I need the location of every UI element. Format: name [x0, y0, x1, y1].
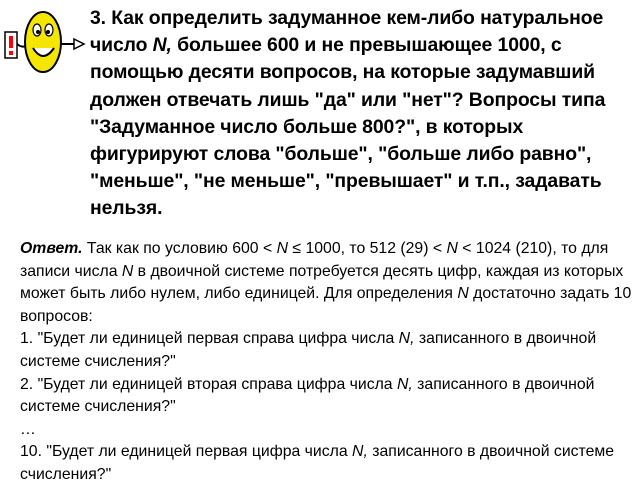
- question-part2: большее 600 и не превышающее 1000, с помощью десяти вопросов, на которые задумавший должен отвечать лишь "да" или "нет"? Вопросы типа "Задуманное число больше 800?", в которых фигурируют слова "больше", "больше либо равно", "меньше", "не меньше", "превышает" и т.п., задавать нельзя.: [90, 34, 606, 220]
- smiley-face: [25, 12, 61, 72]
- answer-var-n: N,: [396, 375, 413, 393]
- answer-item-text: 10. "Будет ли единицей первая цифра числа: [20, 443, 353, 461]
- answer-item: [20, 374, 632, 419]
- answer-label: Ответ.: [20, 240, 83, 257]
- question-part1: 3. Как определить задуманное кем-либо натуральное число: [90, 7, 604, 57]
- answer-block: [20, 238, 632, 487]
- question-text: [90, 5, 636, 223]
- answer-item-text: записанного в двоичной системе счисления?": [20, 375, 595, 416]
- answer-var-n: N: [121, 262, 134, 280]
- answer-item-text: 1. "Будет ли единицей первая справа цифра числа: [20, 330, 399, 348]
- answer-intro-text-3: < 1024 (210), то для записи числа: [20, 240, 609, 280]
- question-var-n: N,: [152, 34, 172, 57]
- answer-item-text: записанного в двоичной системе счисления?": [20, 330, 597, 370]
- answer-intro-text-2: ≤ 1000, то 512 (29) <: [288, 240, 447, 257]
- answer-var-n: N,: [352, 443, 368, 461]
- answer-intro-text-5: достаточно задать 10 вопросов:: [20, 285, 632, 325]
- answer-var-n: N,: [398, 330, 415, 348]
- answer-item-text: записанного в двоичной системе счисления?": [20, 443, 615, 483]
- exclamation-bar: [9, 36, 13, 48]
- answer-item: [20, 328, 632, 373]
- right-pupil: [46, 30, 50, 34]
- answer-var-n: N: [276, 240, 289, 257]
- answer-var-n: N: [446, 240, 458, 257]
- answer-ellipsis: …: [20, 420, 36, 438]
- answer-var-n: N: [457, 285, 469, 303]
- smiley-with-exclamation-sign-icon: [4, 4, 86, 80]
- exclamation-dot: [9, 51, 13, 55]
- right-eye: [45, 24, 53, 36]
- answer-item-text: 2. "Будет ли единицей вторая справа цифра числа: [20, 375, 397, 393]
- left-pupil: [36, 30, 40, 34]
- left-eye: [33, 24, 41, 36]
- pointing-hand: [74, 39, 84, 49]
- answer-intro-text-4: в двоичной системе потребуется десять цифр, каждая из которых может быть либо нулем, либо единицей. Для определения: [20, 262, 624, 303]
- answer-intro-text-1: Так как по условию 600 <: [82, 240, 277, 257]
- answer-intro: [20, 238, 632, 328]
